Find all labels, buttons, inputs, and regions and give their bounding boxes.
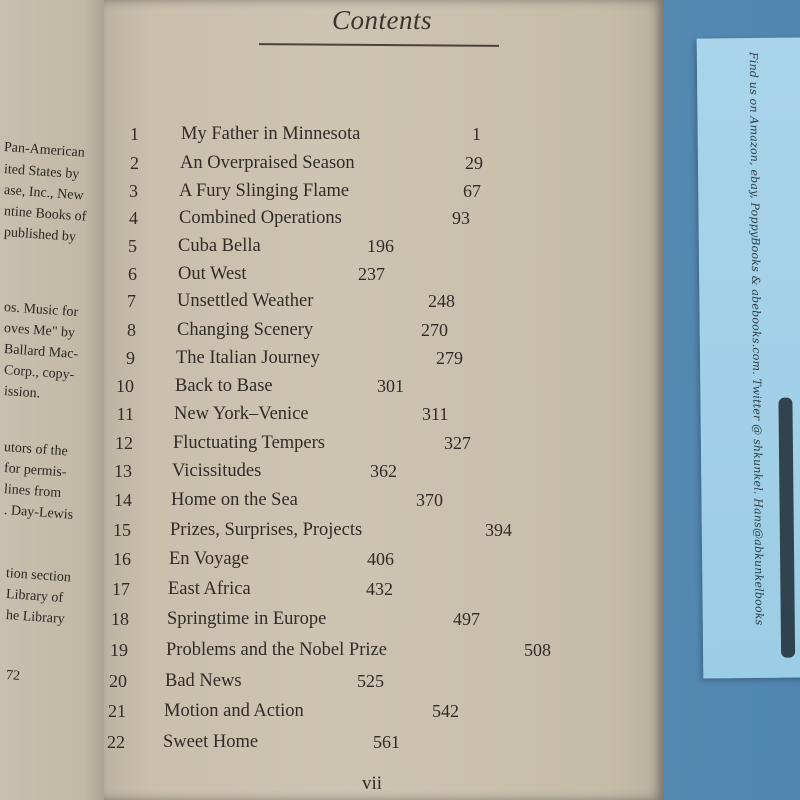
chapter-title: Home on the Sea xyxy=(171,490,298,510)
left-page-text-fragment: tion section xyxy=(5,566,72,586)
left-page-text-fragment: 72 xyxy=(5,668,21,684)
left-page-text-fragment: Corp., copy- xyxy=(3,363,75,383)
seller-tag-text: Find us on Amazon, ebay, PoppyBooks & abebooks.com. Twitter @ shkunkel. Hans@abkunkelbooks xyxy=(746,51,766,626)
chapter-number: 21 xyxy=(108,701,126,721)
chapter-page-number: 394 xyxy=(485,520,512,540)
left-page-text-fragment: oves Me" by xyxy=(3,321,76,341)
chapter-page-number: 561 xyxy=(373,732,400,752)
left-page-text-fragment: Pan-American xyxy=(3,140,86,161)
chapter-page-number: 1 xyxy=(472,124,481,144)
chapter-title: My Father in Minnesota xyxy=(181,124,361,144)
chapter-page-number: 542 xyxy=(432,701,459,721)
chapter-number: 11 xyxy=(116,404,134,424)
chapter-page-number: 248 xyxy=(428,291,455,311)
chapter-page-number: 525 xyxy=(357,671,384,691)
chapter-title: Problems and the Nobel Prize xyxy=(166,640,387,660)
left-page-text-fragment: for permis- xyxy=(3,461,67,481)
chapter-number: 4 xyxy=(129,208,138,228)
left-page-text-fragment: ission. xyxy=(3,384,41,402)
chapter-title: Vicissitudes xyxy=(172,461,262,481)
chapter-number: 20 xyxy=(109,671,127,691)
chapter-number: 9 xyxy=(126,348,135,368)
chapter-title: En Voyage xyxy=(169,549,249,569)
chapter-number: 7 xyxy=(127,291,136,311)
chapter-title: The Italian Journey xyxy=(176,348,320,368)
chapter-number: 18 xyxy=(111,609,129,629)
left-page-text-fragment: utors of the xyxy=(3,440,69,460)
chapter-title: Unsettled Weather xyxy=(177,291,314,311)
chapter-page-number: 508 xyxy=(524,640,551,660)
chapter-number: 8 xyxy=(127,320,136,340)
left-page-text-fragment: lines from xyxy=(3,482,62,501)
chapter-title: East Africa xyxy=(168,579,251,599)
chapter-page-number: 93 xyxy=(452,208,470,228)
seller-tag-card xyxy=(697,37,800,678)
chapter-page-number: 301 xyxy=(377,376,404,396)
left-page-text-fragment: ase, Inc., New xyxy=(3,183,85,204)
chapter-page-number: 406 xyxy=(367,549,394,569)
chapter-title: Changing Scenery xyxy=(177,320,314,340)
chapter-title: Bad News xyxy=(165,671,242,691)
chapter-title: Motion and Action xyxy=(164,701,304,721)
chapter-page-number: 497 xyxy=(453,609,480,629)
left-page-text-fragment: he Library xyxy=(5,608,66,628)
left-page-text-fragment: ntine Books of xyxy=(3,204,87,225)
chapter-title: Back to Base xyxy=(175,376,273,396)
left-page-text-fragment: os. Music for xyxy=(3,300,79,321)
chapter-title: A Fury Slinging Flame xyxy=(179,181,350,201)
chapter-title: New York–Venice xyxy=(174,404,309,424)
tag-dark-mark xyxy=(778,398,795,658)
chapter-title: Fluctuating Tempers xyxy=(173,433,325,453)
chapter-number: 3 xyxy=(129,181,138,201)
chapter-title: Combined Operations xyxy=(179,208,342,228)
left-page-text-fragment: published by xyxy=(3,225,77,246)
chapter-page-number: 196 xyxy=(367,236,394,256)
chapter-title: Out West xyxy=(178,264,247,284)
chapter-page-number: 270 xyxy=(421,320,448,340)
chapter-page-number: 362 xyxy=(370,461,397,481)
chapter-number: 10 xyxy=(116,376,134,396)
chapter-title: Springtime in Europe xyxy=(167,609,327,629)
left-page-text-fragment: ited States by xyxy=(3,162,80,183)
chapter-page-number: 311 xyxy=(422,404,449,424)
left-page-text-fragment: . Day-Lewis xyxy=(3,503,74,523)
chapter-number: 2 xyxy=(130,153,139,173)
left-page-text-fragment: Ballard Mac- xyxy=(3,342,79,363)
chapter-number: 12 xyxy=(115,433,133,453)
chapter-number: 6 xyxy=(128,264,137,284)
chapter-number: 14 xyxy=(114,490,132,510)
chapter-title: Prizes, Surprises, Projects xyxy=(170,520,363,540)
chapter-page-number: 67 xyxy=(463,181,481,201)
chapter-page-number: 327 xyxy=(444,433,471,453)
chapter-number: 19 xyxy=(110,640,128,660)
chapter-number: 1 xyxy=(130,124,139,144)
chapter-number: 13 xyxy=(114,461,132,481)
chapter-title: Cuba Bella xyxy=(178,236,261,256)
chapter-number: 5 xyxy=(128,236,137,256)
chapter-number: 16 xyxy=(113,549,131,569)
chapter-page-number: 29 xyxy=(465,153,483,173)
chapter-number: 22 xyxy=(107,732,125,752)
chapter-page-number: 279 xyxy=(436,348,463,368)
chapter-title: Sweet Home xyxy=(163,732,259,752)
chapter-title: An Overpraised Season xyxy=(180,153,355,173)
page-number: vii xyxy=(362,773,383,794)
left-page-text-fragment: Library of xyxy=(5,587,64,606)
chapter-page-number: 237 xyxy=(358,264,385,284)
chapter-page-number: 370 xyxy=(416,490,443,510)
page-title: Contents xyxy=(332,5,433,35)
chapter-number: 17 xyxy=(112,579,130,599)
chapter-number: 15 xyxy=(113,520,131,540)
chapter-page-number: 432 xyxy=(366,579,393,599)
